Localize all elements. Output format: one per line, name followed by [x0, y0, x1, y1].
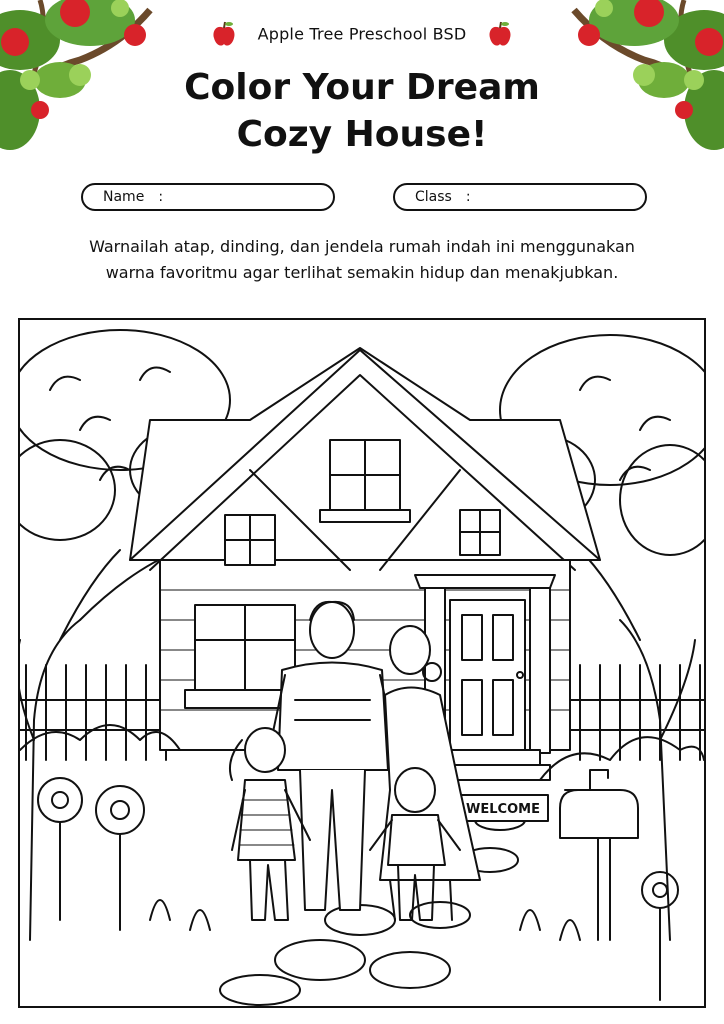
apple-icon: [210, 20, 238, 48]
coloring-illustration[interactable]: [18, 318, 706, 1008]
name-label: Name: [103, 189, 145, 205]
class-label: Class: [415, 189, 452, 205]
instructions-line-1: Warnailah atap, dinding, dan jendela rumah indah ini menggunakan: [89, 237, 635, 256]
title-line-2: Cozy House!: [236, 114, 488, 155]
title-line-1: Color Your Dream: [184, 67, 540, 108]
apple-icon: [486, 20, 514, 48]
instructions-line-2: warna favoritmu agar terlihat semakin hidup dan menakjubkan.: [105, 263, 619, 282]
name-colon: :: [158, 189, 164, 205]
doormat-text: WELCOME: [466, 802, 540, 817]
house-line-art: [20, 320, 704, 1006]
name-field[interactable]: [81, 183, 335, 211]
instructions: [40, 234, 684, 286]
mailbox: [560, 770, 638, 940]
page-title: [0, 64, 724, 158]
class-field[interactable]: [393, 183, 647, 211]
school-name: Apple Tree Preschool BSD: [257, 24, 467, 44]
school-header: [0, 20, 724, 48]
class-colon: :: [465, 189, 471, 205]
